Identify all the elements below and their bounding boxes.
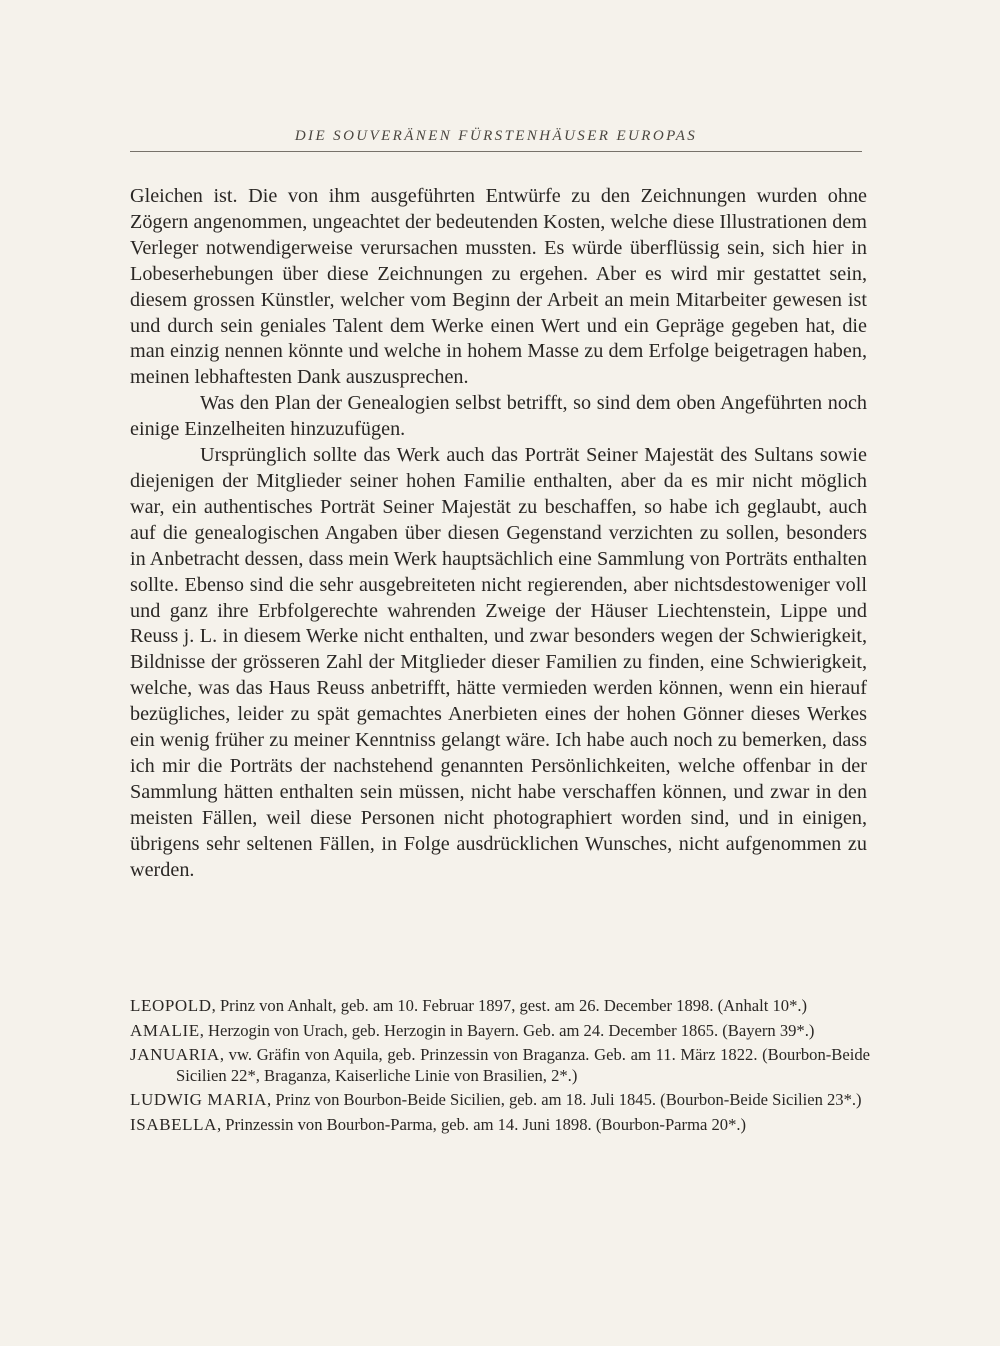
person-entry xyxy=(130,1045,870,1086)
person-name: LUDWIG MARIA xyxy=(130,1090,268,1110)
person-details: , Prinz von Anhalt, geb. am 10. Februar 1897, gest. am 26. December 1898. (Anhalt 10*.) xyxy=(211,996,808,1015)
person-details: , Prinzessin von Bourbon-Parma, geb. am 14. Juni 1898. (Bourbon-Parma 20*.) xyxy=(216,1114,747,1134)
person-entry xyxy=(130,1090,870,1111)
person-name: JANUARIA xyxy=(130,1045,220,1065)
paragraph: Ursprünglich sollte das Werk auch das Porträt Seiner Majestät des Sultans sowie diejenigen der Mitglieder seiner hohen Familie enthalten, aber da es mir nicht möglich war, ein authentisches Porträt Seiner Majestät zu beschaffen, so habe ich geglaubt, auch auf die genealogischen Angaben über diesen Gegenstand verzichten zu sollen, besonders in Anbetracht dessen, dass mein Werk hauptsächlich eine Sammlung von Porträts enthalten sollte. Ebenso sind die sehr ausgebreiteten nicht regierenden, aber nichtsdestoweniger voll und ganz ihre Erbfolgerechte wahrenden Zweige der Häuser Liechtenstein, Lippe und Reuss j. L. in diesem Werke nicht enthalten, und zwar besonders wegen der Schwierigkeit, Bildnisse der grösseren Zahl der Mitglieder dieser Familien zu finden, eine Schwierigkeit, welche, was das Haus Reuss anbetrifft, hätte vermieden werden können, wenn ein hierauf bezügliches, leider zu spät gemachtes Anerbieten eines der hohen Gönner dieses Werkes ein wenig früher zu meiner Kenntniss gelangt wäre. Ich habe auch noch zu bemerken, dass ich mir die Porträts der nachstehend genannten Persönlichkeiten, welche offenbar in der Sammlung hätten enthalten sein müssen, nicht habe verschaffen können, und zwar in den meisten Fällen, weil diese Personen nicht photographiert worden sind, und in einigen, übrigens sehr seltenen Fällen, in Folge ausdrücklichen Wunsches, nicht aufgenommen zu werden. xyxy=(130,444,867,881)
person-details: , Prinz von Bourbon-Beide Sicilien, geb. am 18. Juli 1845. (Bourbon-Beide Sicilien 23*.) xyxy=(267,1090,862,1110)
person-details: , Herzogin von Urach, geb. Herzogin in Bayern. Geb. am 24. December 1865. (Bayern 39*.) xyxy=(199,1020,815,1040)
person-entry xyxy=(130,1021,870,1042)
header-rule xyxy=(130,151,862,152)
body-text xyxy=(130,184,867,883)
paragraph: Was den Plan der Genealogien selbst betrifft, so sind dem oben Angeführten noch einige Einzelheiten hinzuzufügen. xyxy=(130,392,867,441)
person-entry xyxy=(130,996,870,1017)
person-list xyxy=(130,996,870,1140)
person-name: ISABELLA xyxy=(130,1114,217,1134)
person-entry xyxy=(130,1115,870,1136)
paragraph: Gleichen ist. Die von ihm ausgeführten Entwürfe zu den Zeichnungen wurden ohne Zögern angenommen, ungeachtet der bedeutenden Kosten, welche diese Illustrationen dem Verleger notwendigerweise verursachen mussten. Es würde überflüssig sein, sich hier in Lobeserhebungen über diese Zeichnungen zu ergehen. Aber es wird mir gestattet sein, diesem grossen Künstler, welcher vom Beginn der Arbeit an mein Mitarbeiter gewesen ist und durch sein geniales Talent dem Werke einen Wert und ein Gepräge gegeben hat, die man einzig nennen könnte und welche in hohem Masse zu dem Erfolge beigetragen haben, meinen lebhaftesten Dank auszusprechen. xyxy=(130,185,867,389)
running-head: DIE SOUVERÄNEN FÜRSTENHÄUSER EUROPAS xyxy=(294,128,698,144)
person-details: , vw. Gräfin von Aquila, geb. Prinzessin von Braganza. Geb. am 11. März 1822. (Bourbon-Beide Sicilien 22*, Braganza, Kaiserliche Linie von Brasilien, 2*.) xyxy=(176,1045,870,1085)
person-name: AMALIE xyxy=(130,1020,200,1040)
person-name: LEOPOLD xyxy=(130,996,212,1015)
